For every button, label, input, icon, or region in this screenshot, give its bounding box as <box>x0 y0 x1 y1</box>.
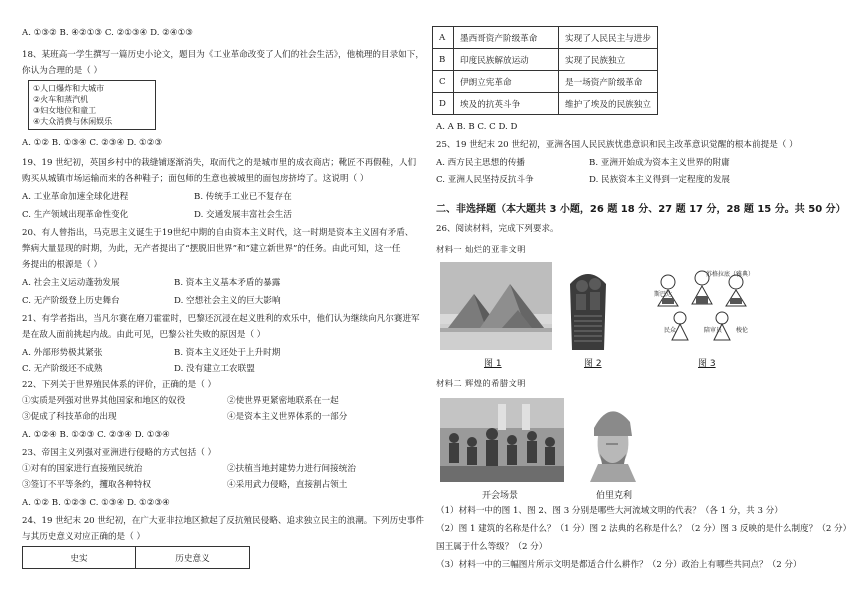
q26-stem: 26、阅读材料，完成下列要求。 <box>436 224 559 234</box>
table-cell: A <box>433 27 454 49</box>
q20-option-d: D. 空想社会主义的巨大影响 <box>174 296 281 306</box>
q25-option-c: C. 亚洲人民坚持反抗斗争 <box>436 175 534 185</box>
table-row <box>433 93 658 115</box>
q19-option-d: D. 交通发展丰富社会生活 <box>194 210 292 220</box>
q22-item-2: ②使世界更紧密地联系在一起 <box>227 396 339 406</box>
q21-option-d: D. 没有建立工农联盟 <box>174 364 255 374</box>
q25-stem: 25、19 世纪末 20 世纪初，亚洲各国人民民族忧患意识和民主改革意识觉醒的根本前提是（ ） <box>436 140 798 150</box>
table-cell: 印度民族解放运动 <box>454 49 559 71</box>
section-two-heading: 二、非选择题（本大题共 3 小题，26 题 18 分、27 题 17 分，28 题 15 分。共 50 分） <box>436 204 846 215</box>
pericles-bust-image <box>580 398 642 482</box>
q18-outline-box <box>28 80 156 130</box>
subquestion-3: （3）材料一中的三幅图片所示文明是都适合什么耕作？（2 分）政治上有哪些共同点？（2 分） <box>436 560 802 570</box>
law-stele-image <box>564 262 612 350</box>
figure-3-label-socrates: 苏格拉底（雅典） <box>706 271 755 278</box>
q22-item-4: ④是资本主义世界体系的一部分 <box>227 412 348 422</box>
q19-option-a: A. 工业革命加速全球化进程 <box>22 192 129 202</box>
q23-item-4: ④采用武力侵略，直接割占领土 <box>227 480 348 490</box>
table-cell: 埃及的抗英斗争 <box>454 93 559 115</box>
q18-stem: 18、某班高一学生撰写一篇历史小论文，题目为《工业革命改变了人们的社会生活》，他梳理的目录如下， <box>22 50 424 60</box>
table-row <box>433 27 658 49</box>
table-cell: 维护了埃及的民族独立 <box>559 93 658 115</box>
q22-stem: 22、下列关于世界殖民体系的评价，正确的是（ ） <box>22 380 217 390</box>
q23-stem: 23、帝国主义列强对亚洲进行侵略的方式包括（ ） <box>22 448 217 458</box>
table-row <box>433 71 658 93</box>
table-cell: C <box>433 71 454 93</box>
q20-stem-cont2: 务提出的根源是（ ） <box>22 260 103 270</box>
figure-1-caption: 图 1 <box>484 359 502 369</box>
q23-item-2: ②扶植当地封建势力进行间接统治 <box>227 464 356 474</box>
q20-stem: 20、有人曾指出，马克思主义诞生于19世纪中期的自由资本主义时代，这一时期是资本主义固有矛盾、 <box>22 228 414 238</box>
figure-3-label-jurors: 陪审员 <box>704 327 723 334</box>
outline-item: ④大众消费与休闲娱乐 <box>33 117 113 126</box>
table-cell: 墨西哥资产阶级革命 <box>454 27 559 49</box>
q25-option-d: D. 民族资本主义得到一定程度的发展 <box>589 175 730 185</box>
q21-stem-cont: 是在敌人面前挑起内战。由此可见，巴黎公社失败的原因是（ ） <box>22 330 266 340</box>
q21-option-c: C. 无产阶级还不成熟 <box>22 364 103 374</box>
table-cell: B <box>433 49 454 71</box>
assembly-scene-image <box>440 398 564 482</box>
q19-stem-cont: 购买从城镇市场运输而来的各种鞋子；面包师的生意也被城里的面包房挤垮了。这说明（ ） <box>22 174 369 184</box>
q21-option-b: B. 资本主义还处于上升时期 <box>174 348 281 358</box>
q24-table-header <box>22 546 250 569</box>
figure-3-caption: 图 3 <box>698 359 716 369</box>
table-cell: 实现了民族独立 <box>559 49 658 71</box>
outline-item: ③妇女地位和童工 <box>33 106 97 115</box>
q24-options: A. A B. B C. C D. D <box>436 122 518 132</box>
q18-stem-cont: 你认为合理的是（ ） <box>22 66 103 76</box>
outline-item: ①人口爆炸和大城市 <box>33 84 105 93</box>
figure-2-caption: 图 2 <box>584 359 602 369</box>
q25-option-b: B. 亚洲开始成为资本主义世界的附庸 <box>589 158 730 168</box>
q17-options: A. ①③② B. ④②①③ C. ②①③④ D. ②④①③ <box>22 28 193 38</box>
material-two-label: 材料二 辉煌的希腊文明 <box>436 378 526 388</box>
q22-item-1: ①实质是列强对世界其他国家和地区的奴役 <box>22 396 186 406</box>
q23-item-1: ①对有的国家进行直接殖民统治 <box>22 464 143 474</box>
q22-options: A. ①②④ B. ①②③ C. ②③④ D. ①③④ <box>22 430 170 440</box>
q21-stem: 21、有学者指出，当凡尔赛在磨刀霍霍时，巴黎还沉浸在起义胜利的欢乐中，他们认为继续向凡尔赛进军 <box>22 314 420 324</box>
figure-3-label-sparta: 斯巴达 <box>654 291 673 298</box>
assembly-caption: 开会场景 <box>482 491 519 501</box>
table-header-cell: 历史意义 <box>136 547 250 569</box>
q21-option-a: A. 外部形势极其紧张 <box>22 348 103 358</box>
q19-option-c: C. 生产领域出现革命性变化 <box>22 210 129 220</box>
table-cell: 是一场资产阶级革命 <box>559 71 658 93</box>
pericles-caption: 伯里克利 <box>596 491 633 501</box>
subquestion-2: （2）图 1 建筑的名称是什么？（1 分）图 2 法典的名称是什么？（2 分）图 3 反映的是什么制度？（2 分） <box>436 524 852 534</box>
table-cell: D <box>433 93 454 115</box>
q18-options: A. ①② B. ①③④ C. ②③④ D. ①②③ <box>22 138 163 148</box>
material-one-label: 材料一 灿烂的亚非文明 <box>436 244 526 254</box>
table-cell: 伊朗立宪革命 <box>454 71 559 93</box>
table-header-cell: 史实 <box>23 547 136 569</box>
q20-option-a: A. 社会主义运动蓬勃发展 <box>22 278 120 288</box>
subquestion-2-cont: 国王属于什么等级？（2 分） <box>436 542 548 552</box>
pyramids-image <box>440 262 552 350</box>
q25-option-a: A. 西方民主思想的传播 <box>436 158 526 168</box>
q23-item-3: ③签订不平等条约，攫取各种特权 <box>22 480 151 490</box>
table-cell: 实现了人民民主与进步 <box>559 27 658 49</box>
figure-3-label-solon: 梭伦 <box>736 327 749 334</box>
subquestion-1: （1）材料一中的图 1、图 2、图 3 分别是哪些大河流域文明的代表？（各 1 分，共 3 分） <box>436 506 783 516</box>
q24-stem-cont: 与其历史意义对应正确的是（ ） <box>22 532 146 542</box>
figure-3-label-people: 民众 <box>664 327 677 334</box>
q20-option-c: C. 无产阶级登上历史舞台 <box>22 296 120 306</box>
q20-stem-cont: 弊病大量显现的时期，为此，无产者提出了“摆脱旧世界”和“建立新世界”的任务。由此可知，这一任 <box>22 244 401 254</box>
q23-options: A. ①② B. ①②③ C. ①③④ D. ①②③④ <box>22 498 170 508</box>
q22-item-3: ③促成了科技革命的出现 <box>22 412 117 422</box>
q24-table <box>432 26 658 115</box>
outline-item: ②火车和蒸汽机 <box>33 95 89 104</box>
q19-stem: 19、19 世纪初，英国乡村中的栽缝铺逐渐消失，取而代之的是城市里的成衣商店；靴匠不再假鞋，人们 <box>22 158 417 168</box>
table-row <box>433 49 658 71</box>
q20-option-b: B. 资本主义基本矛盾的暴露 <box>174 278 281 288</box>
q24-stem: 24、19 世纪末 20 世纪初，在广大亚非拉地区掀起了反抗殖民侵略、追求独立民主的浪潮。下列历史事件 <box>22 516 424 526</box>
q19-option-b: B. 传统手工业已不复存在 <box>194 192 292 202</box>
